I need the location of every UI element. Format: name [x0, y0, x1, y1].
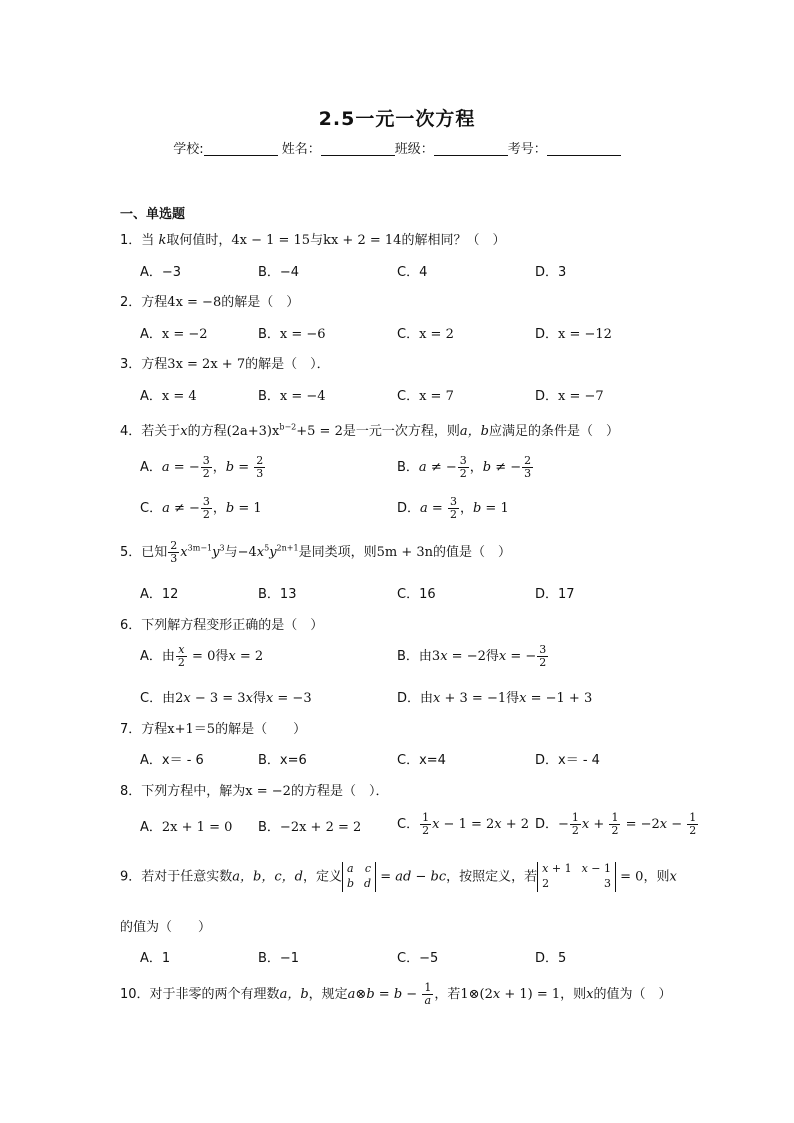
q2-option-a[interactable]: A．x = −2: [140, 327, 208, 342]
school-blank[interactable]: [204, 141, 278, 156]
q8-option-d[interactable]: D．− $\frac{1}{2}$ x + $\frac{1}{2}$ = −2x − $\frac{1}{2}$: [535, 811, 697, 838]
page-title: 2.5一元一次方程: [318, 108, 476, 130]
number-blank[interactable]: [547, 141, 621, 156]
question-6: 6．下列解方程变形正确的是（ ）: [120, 618, 324, 633]
q7-option-b[interactable]: B．x=6: [258, 753, 307, 768]
school-label: 学校:: [173, 142, 204, 157]
question-10: 10．对于非零的两个有理数a，b，规定a⊗b = b − $\frac{1}{a}$ ，若1⊗(2x + 1) = 1，则x的值为（ ）: [120, 981, 672, 1008]
q7-option-d[interactable]: D．x＝ - 4: [535, 753, 600, 768]
q7-option-c[interactable]: C．x=4: [397, 753, 446, 768]
q7-option-a[interactable]: A．x＝ - 6: [140, 753, 204, 768]
question-4: 4．若关于x的方程$(2a+3)x^{b-2}+5 = 2$是一元一次方程，则a，b应满足的条件是（ ）: [120, 422, 619, 439]
name-label: 姓名：: [281, 142, 321, 157]
q5-option-c[interactable]: C．16: [397, 587, 436, 602]
question-8: 8．下列方程中，解为x = −2的方程是（ ）．: [120, 784, 389, 799]
class-label: 班级：: [394, 142, 434, 157]
q6-option-c[interactable]: C．由2x − 3 = 3x得x = −3: [140, 691, 312, 706]
q8-option-c[interactable]: C． $\frac{1}{2}$ x − 1 = 2x + 2: [397, 811, 530, 838]
q9-option-d[interactable]: D．5: [535, 951, 567, 966]
name-blank[interactable]: [321, 141, 395, 156]
q4-option-a[interactable]: A．a = − $\frac{3}{2}$ ，b = $\frac{2}{3}$: [140, 454, 264, 481]
q6-option-a[interactable]: A．由 $\frac{x}{2}$ = 0得x = 2: [140, 643, 264, 670]
question-5: 5．已知 $\frac{2}{3}$ $x^{3m-1}y^3$与$-4x^5y^{2n+1}$是同类项，则5m + 3n的值是（ ）: [120, 539, 512, 566]
question-3: 3．方程3x = 2x + 7的解是（ ）．: [120, 357, 330, 372]
q4-option-b[interactable]: B．a ≠ − $\frac{3}{2}$ ，b ≠ − $\frac{2}{3}$: [397, 454, 532, 481]
q2-option-c[interactable]: C．x = 2: [397, 327, 454, 342]
q9-option-b[interactable]: B．−1: [258, 951, 300, 966]
q5-option-b[interactable]: B．13: [258, 587, 297, 602]
q8-option-a[interactable]: A．2x + 1 = 0: [140, 820, 233, 835]
determinant-equation: x + 1 x − 1 2 3: [537, 862, 616, 892]
section-heading: 一、单选题: [120, 207, 186, 222]
q1-option-d[interactable]: D．3: [535, 265, 567, 280]
q3-option-a[interactable]: A．x = 4: [140, 389, 197, 404]
q1-option-b[interactable]: B．−4: [258, 265, 300, 280]
q3-option-c[interactable]: C．x = 7: [397, 389, 454, 404]
determinant-definition: a c b d: [342, 862, 376, 892]
q2-option-d[interactable]: D．x = −12: [535, 327, 612, 342]
q2-option-b[interactable]: B．x = −6: [258, 327, 326, 342]
q4-option-d[interactable]: D．a = $\frac{3}{2}$ ，b = 1: [397, 495, 509, 522]
q3-option-d[interactable]: D．x = −7: [535, 389, 604, 404]
number-label: 考号：: [507, 142, 547, 157]
q3-option-b[interactable]: B．x = −4: [258, 389, 326, 404]
q6-option-b[interactable]: B．由3x = −2得x = − $\frac{3}{2}$: [397, 643, 547, 670]
question-9-continued: 的值为（ ）: [120, 920, 212, 935]
question-1: 1．当 k取何值时，4x − 1 = 15与kx + 2 = 14的解相同？（ ）: [120, 233, 506, 248]
q9-option-a[interactable]: A．1: [140, 951, 171, 966]
student-info-line: [0, 138, 794, 157]
class-blank[interactable]: [434, 141, 508, 156]
q5-option-a[interactable]: A．12: [140, 587, 179, 602]
q4-option-c[interactable]: C．a ≠ − $\frac{3}{2}$ ，b = 1: [140, 495, 262, 522]
q6-option-d[interactable]: D．由x + 3 = −1得x = −1 + 3: [397, 691, 593, 706]
question-7: 7．方程x+1＝5的解是（ ）: [120, 722, 307, 737]
q8-option-b[interactable]: B．−2x + 2 = 2: [258, 820, 362, 835]
question-2: 2．方程4x = −8的解是（ ）: [120, 295, 300, 310]
q1-option-a[interactable]: A．−3: [140, 265, 182, 280]
q1-option-c[interactable]: C．4: [397, 265, 428, 280]
question-9: 9．若对于任意实数a，b，c，d，定义 a c b d = ad − bc，按照定义，若 x + 1 x − 1 2 3 = 0，则x: [120, 862, 677, 890]
q9-option-c[interactable]: C．−5: [397, 951, 439, 966]
q5-option-d[interactable]: D．17: [535, 587, 575, 602]
